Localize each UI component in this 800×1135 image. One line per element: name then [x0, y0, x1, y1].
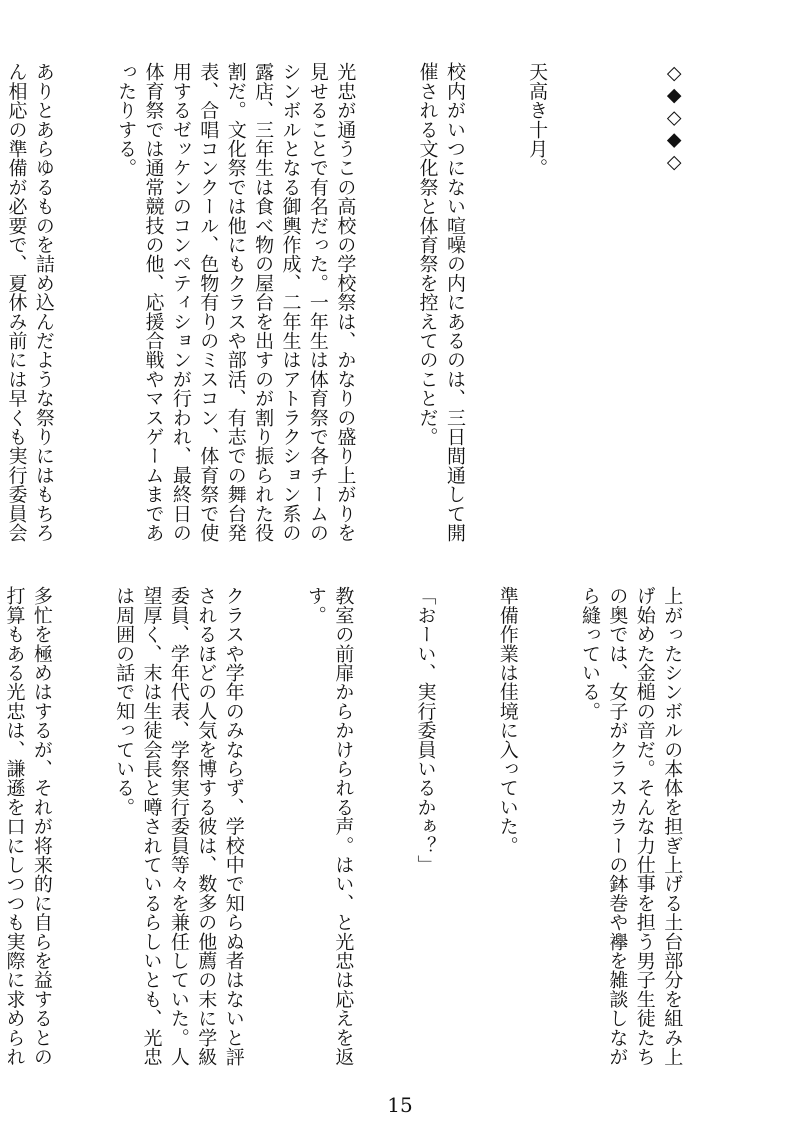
- dialogue: 「おーい、実行委員いるかぁ？」: [414, 586, 437, 874]
- paragraph: 教室の前扉からかけられる声。はい、と光忠は応えを返す。: [304, 586, 355, 1066]
- paragraph: 天高き十月。: [526, 62, 549, 178]
- paragraph-continued: 上がったシンボルの本体を担ぎ上げる土台部分を組み上げ始めた金槌の音だ。そんな力仕事を担う男子生徒たちの奥では、女子がクラスカラーの鉢巻や襷を雑談しながら縫っている。: [578, 586, 684, 1066]
- upper-text-block: [5, 62, 742, 544]
- paragraph: 多忙を極めはするが、それが将来的に自らを益するとの打算もある光忠は、謙遜を口にしつつも実際に求められ: [3, 586, 53, 1066]
- paragraph: 光忠が通うこの高校の学校祭は、かなりの盛り上がりを見せることで有名だった。一年生は体育祭で各チームのシンボルとなる御輿作成、二年生はアトラクション系の露店、三年生は食べ物の屋台を出すのが割り振られた役割だ。文化祭では他にもクラスや部活、有志での舞台発表、合唱コンクール、色物有りのミスコン、体育祭で使用するゼッケンのコンペティションが行われ、最終日の体育祭では通常競技の他、応援合戦やマスゲームまであったりする。: [115, 62, 357, 542]
- paragraph: 校内がいつにない喧噪の内にあるのは、三日間通して開催される文化祭と体育祭を控えてのことだ。: [416, 62, 466, 542]
- paragraph: クラスや学年のみならず、学校中で知らぬ者はないと評されるほどの人気を博する彼は、数多の他薦の末に学級委員、学年代表、学祭実行委員等々を兼任していた。人望厚く、末は生徒会長と噂されているらしいとも、光忠は周囲の話で知っている。: [113, 586, 245, 1066]
- paragraph: ありとあらゆるものを詰め込んだような祭りにはもちろん相応の準備が必要で、夏休み前には早くも実行委員会: [5, 62, 55, 542]
- lower-text-block: [3, 586, 740, 1072]
- section-divider: ◇◆◇◆◇: [663, 62, 686, 173]
- page-number: 15: [387, 1093, 413, 1117]
- paragraph: 準備作業は佳境に入っていた。: [496, 586, 519, 855]
